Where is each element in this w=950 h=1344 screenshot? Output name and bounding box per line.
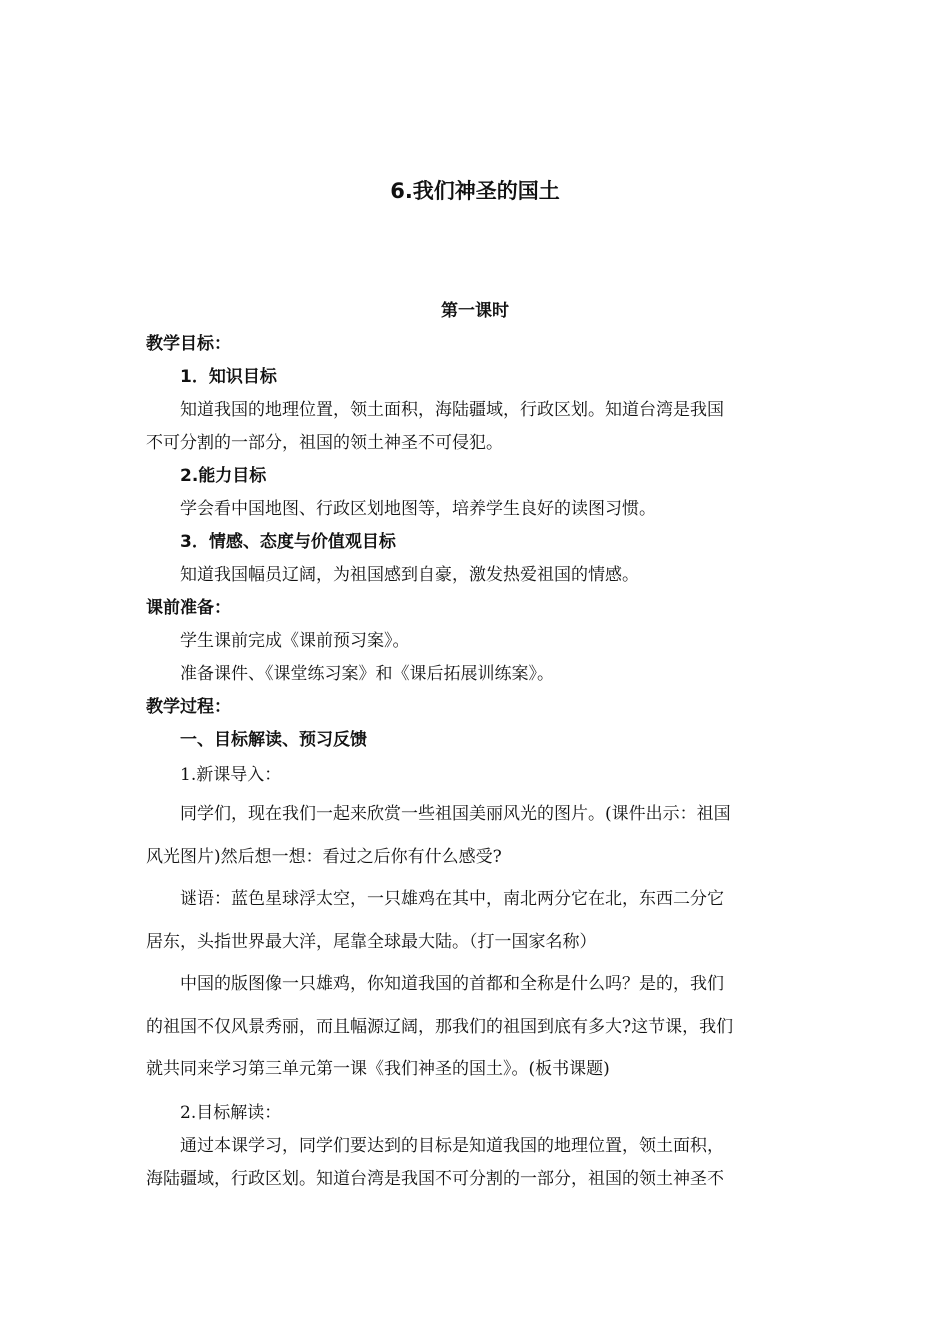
lesson-label: 第一课时 (441, 301, 509, 321)
step-2-label: 2.目标解读： (180, 1103, 282, 1123)
objective-1-text-line-2: 不可分割的一部分，祖国的领土神圣不可侵犯。 (146, 433, 503, 453)
objective-3-text: 知道我国幅员辽阔，为祖国感到自豪，激发热爱祖国的情感。 (180, 565, 639, 585)
preparation-line-1: 学生课前完成《课前预习案》。 (180, 631, 410, 651)
document-title: 6.我们神圣的国土 (390, 179, 560, 204)
preparation-line-2: 准备课件、《课堂练习案》和《课后拓展训练案》。 (180, 664, 554, 684)
paragraph-2-line-1: 谜语：蓝色星球浮太空，一只雄鸡在其中，南北两分它在北，东西二分它 (180, 889, 724, 909)
paragraph-3-line-1: 中国的版图像一只雄鸡，你知道我国的首都和全称是什么吗？是的，我们 (180, 974, 724, 994)
paragraph-4-line-1: 通过本课学习，同学们要达到的目标是知道我国的地理位置，领土面积， (180, 1136, 724, 1156)
paragraph-3-line-3: 就共同来学习第三单元第一课《我们神圣的国土》。(板书课题) (146, 1059, 610, 1079)
paragraph-3-line-2: 的祖国不仅风景秀丽，而且幅源辽阔，那我们的祖国到底有多大?这节课，我们 (146, 1017, 734, 1037)
paragraph-1-line-2: 风光图片)然后想一想：看过之后你有什么感受? (146, 847, 502, 867)
section-1-heading: 一、目标解读、预习反馈 (180, 730, 367, 750)
objective-2-text: 学会看中国地图、行政区划地图等，培养学生良好的读图习惯。 (180, 499, 656, 519)
objectives-heading: 教学目标： (146, 334, 231, 354)
paragraph-4-line-2: 海陆疆域，行政区划。知道台湾是我国不可分割的一部分，祖国的领土神圣不 (146, 1169, 724, 1189)
objective-1-text-line-1: 知道我国的地理位置，领土面积，海陆疆域，行政区划。知道台湾是我国 (180, 400, 724, 420)
objective-1-heading: 1．知识目标 (180, 367, 277, 387)
preparation-heading: 课前准备： (146, 598, 231, 618)
paragraph-1-line-1: 同学们，现在我们一起来欣赏一些祖国美丽风光的图片。(课件出示：祖国 (180, 804, 731, 824)
step-1-label: 1.新课导入： (180, 765, 282, 785)
objective-2-heading: 2.能力目标 (180, 466, 267, 486)
paragraph-2-line-2: 居东，头指世界最大洋，尾靠全球最大陆。（打一国家名称） (146, 932, 597, 952)
objective-3-heading: 3．情感、态度与价值观目标 (180, 532, 396, 552)
process-heading: 教学过程： (146, 697, 231, 717)
